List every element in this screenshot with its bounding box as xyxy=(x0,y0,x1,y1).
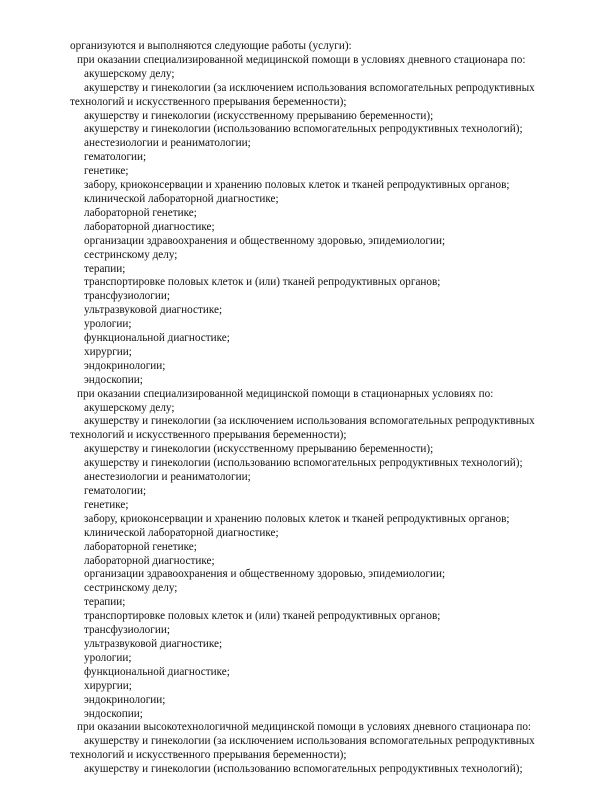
list-item: акушерству и гинекологии (за исключением использования вспомогательных репродуктивных xyxy=(84,735,535,748)
list-item: лабораторной диагностике; xyxy=(84,554,215,567)
list-item: функциональной диагностике; xyxy=(84,665,230,678)
list-item: генетике; xyxy=(84,498,129,511)
list-item: клинической лабораторной диагностике; xyxy=(84,192,279,205)
section-heading: при оказании высокотехнологичной медицинской помощи в условиях дневного стационара по: xyxy=(77,721,532,734)
list-item: организации здравоохранения и общественному здоровью, эпидемиологии; xyxy=(84,568,446,581)
list-item: акушерству и гинекологии (искусственному прерыванию беременности); xyxy=(84,109,434,122)
list-item: акушерскому делу; xyxy=(84,67,175,80)
list-item: акушерству и гинекологии (использованию вспомогательных репродуктивных технологий); xyxy=(84,763,523,776)
list-item: забору, криоконсервации и хранению половых клеток и тканей репродуктивных органов; xyxy=(84,179,510,192)
list-item: трансфузиологии; xyxy=(84,624,170,637)
list-item: эндокринологии; xyxy=(84,359,166,372)
list-item: гематологии; xyxy=(84,485,147,497)
list-item-continuation: технологий и искусственного прерывания беременности); xyxy=(70,429,347,442)
list-item: акушерству и гинекологии (за исключением использования вспомогательных репродуктивных xyxy=(84,81,535,94)
list-item: акушерству и гинекологии (использованию вспомогательных репродуктивных технологий); xyxy=(84,457,523,470)
list-item: забору, криоконсервации и хранению половых клеток и тканей репродуктивных органов; xyxy=(84,512,510,525)
list-item: организации здравоохранения и общественному здоровью, эпидемиологии; xyxy=(84,234,446,247)
intro-line: организуются и выполняются следующие работы (услуги): xyxy=(70,40,352,52)
list-item: хирургии; xyxy=(84,345,132,358)
section-heading: при оказании специализированной медицинской помощи в стационарных условиях по: xyxy=(77,387,494,400)
list-item: акушерству и гинекологии (искусственному прерыванию беременности); xyxy=(84,443,434,456)
list-item: ультразвуковой диагностике; xyxy=(84,637,223,650)
list-item: терапии; xyxy=(84,262,126,275)
list-item: сестринскому делу; xyxy=(84,582,178,595)
list-item: терапии; xyxy=(84,596,126,609)
list-item: лабораторной генетике; xyxy=(84,206,197,219)
list-item-continuation: технологий и искусственного прерывания беременности); xyxy=(70,95,347,108)
list-item: гематологии; xyxy=(84,151,147,164)
list-item: урологии; xyxy=(84,318,132,331)
list-item: сестринскому делу; xyxy=(84,248,178,261)
list-item: эндоскопии; xyxy=(84,373,143,386)
list-item: эндоскопии; xyxy=(84,707,143,720)
list-item: трансфузиологии; xyxy=(84,290,170,303)
list-item: транспортировке половых клеток и (или) тканей репродуктивных органов; xyxy=(84,610,441,623)
list-item: акушерскому делу; xyxy=(84,401,175,414)
list-item: лабораторной диагностике; xyxy=(84,220,215,233)
list-item: генетике; xyxy=(84,165,129,178)
list-item: акушерству и гинекологии (за исключением использования вспомогательных репродуктивных xyxy=(84,415,535,428)
list-item-continuation: технологий и искусственного прерывания беременности); xyxy=(70,749,347,762)
list-item: урологии; xyxy=(84,651,132,664)
list-item: лабораторной генетике; xyxy=(84,540,197,553)
list-item: акушерству и гинекологии (использованию вспомогательных репродуктивных технологий); xyxy=(84,123,523,136)
list-item: клинической лабораторной диагностике; xyxy=(84,526,279,539)
section-heading: при оказании специализированной медицинской помощи в условиях дневного стационара по: xyxy=(77,53,526,66)
list-item: анестезиологии и реаниматологии; xyxy=(84,471,251,484)
list-item: хирургии; xyxy=(84,679,132,692)
list-item: анестезиологии и реаниматологии; xyxy=(84,137,251,150)
document-text xyxy=(70,40,560,777)
list-item: функциональной диагностике; xyxy=(84,332,230,345)
list-item: транспортировке половых клеток и (или) тканей репродуктивных органов; xyxy=(84,276,441,289)
list-item: ультразвуковой диагностике; xyxy=(84,304,223,317)
list-item: эндокринологии; xyxy=(84,693,166,706)
